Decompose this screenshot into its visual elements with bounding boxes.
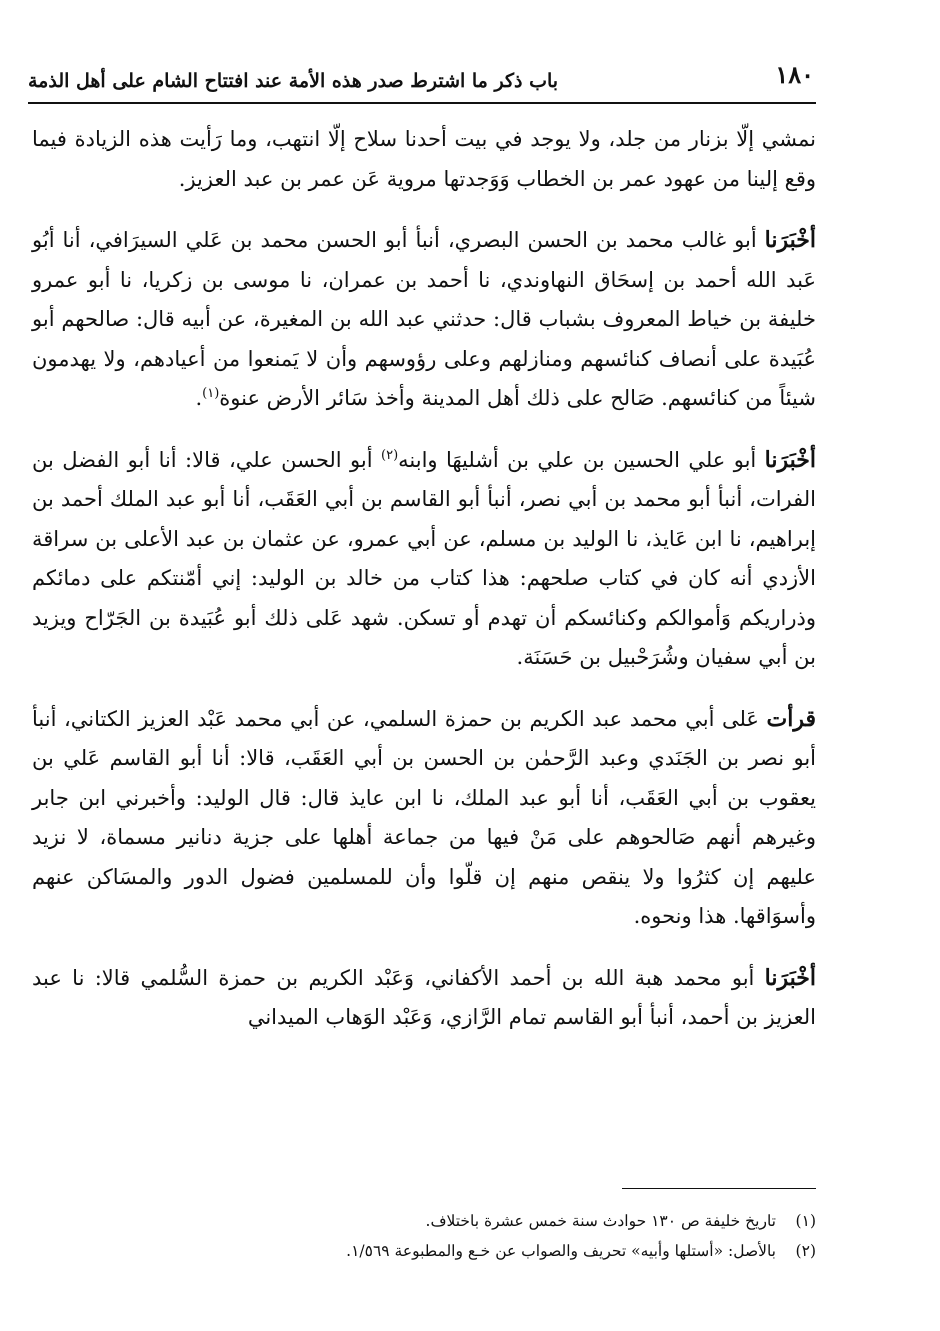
paragraph-1 (32, 120, 816, 199)
page-number: ١٨٠ (775, 60, 814, 89)
paragraph-lead-word: أخْبَرَنا (764, 964, 816, 991)
paragraph-lead-word: أخْبَرَنا (764, 446, 816, 473)
paragraph-lead-word: أخْبَرَنا (764, 227, 816, 253)
paragraph-lead-word: قرأت (766, 705, 816, 732)
paragraph-3 (32, 441, 816, 678)
footnote-number: (٢) (795, 1242, 816, 1260)
paragraph-text: أبو محمد هبة الله بن أحمد الأكفاني، وَعَبْد الكريم بن حمزة السُّلمي قالا: نا عبد العزيز بن أحمد، أنبأ أبو القاسم تمام الرَّازي، وَعَبْد الوَهاب الميداني (32, 965, 816, 1029)
paragraph-tail: . (195, 386, 203, 410)
footnote-text: تاريخ خليفة ص ١٣٠ حوادث سنة خمس عشرة باختلاف. (425, 1212, 776, 1230)
paragraph-text: نمشي إلّا بزنار من جلد، ولا يوجد في بيت أحدنا سلاح إلّا انتهب، وما رَأيت هذه الزيادة فيما وقع إلينا من عهود عمر بن الخطاب وَوَجدتها مروية عَن عمر بن عبد العزيز. (32, 127, 816, 191)
paragraph-text: أبو علي الحسين بن علي بن أشليهَا وابنه (398, 447, 765, 472)
paragraph-tail: أبو الحسن علي، قالا: أنا أبو الفضل بن الفرات، أنبأ أبو محمد بن أبي نصر، أنبأ أبو القاسم بن أبي العَقَب، أنا أبو عبد الملك أحمد بن إبراهيم، نا ابن عَايذ، نا الوليد بن مسلم، عن أبي عمرو، عن عثمان بن عبد الأعلى بن سراقة الأزدي أنه كان في كتاب صلحهم: هذا كتاب من خالد بن الوليد: إني أمّنتكم على دمائكم وذراريكم وَأموالكم وكنائسكم أن تهدم أو تسكن. شهد عَلى ذلك أبو عُبَيدة بن الجَرّاح ويزيد بن أبي سفيان وشُرَحْبيل بن حَسَنَة. (32, 447, 816, 669)
footnote-number: (١) (795, 1212, 816, 1230)
running-title: باب ذكر ما اشترط صدر هذه الأمة عند افتتاح الشام على أهل الذمة (28, 70, 559, 92)
footnote-1 (260, 1206, 816, 1236)
paragraph-text: أبو غالب محمد بن الحسن البصري، أنبأ أبو الحسن محمد بن عَلي السيرَافي، أنا أبُو عَبد الله أحمد بن إسحَاق النهاوندي، نا أحمد بن عمران، نا موسى بن زكريا، نا أبو عمرو خليفة بن خياط المعروف بشباب قال: حدثني عبد الله بن المغيرة، عن أبيه قال: صالحهم أبو عُبَيدة على أنصاف كنائسهم ومنازلهم وعلى رؤوسهم وأن لا يَمنعوا من أعيادهم، ولا يهدمون شيئاً من كنائسهم. صَالح على ذلك أهل المدينة وأخذ سَائر الأرض عنوة (32, 228, 816, 410)
footnote-ref-1: (١) (202, 386, 220, 401)
footnote-ref-2: (٢) (381, 447, 399, 463)
paragraph-5 (32, 959, 816, 1038)
main-text (32, 120, 816, 1060)
page-header (28, 56, 816, 104)
footnote-2 (260, 1236, 816, 1266)
paragraph-text: عَلى أبي محمد عبد الكريم بن حمزة السلمي، عن أبي محمد عَبْد العزيز الكتاني، أنبأ أبو نصر بن الجَنَدي وعبد الرَّحمٰن بن الحسن بن أبي العَقَب، قالا: أنا أبو القاسم عَلي بن يعقوب بن أبي العَقَب، أنا أبو عبد الملك، نا ابن عايذ قال: قال الوليد: وأخبرني ابن جابر وغيرهم أنهم صَالحوهم على مَنْ فيها من جماعة أهلها على جزية دنانير مسماة، لا نزيد عليهم إن كثرُوا ولا ينقص منهم إن قلّوا وأن للمسلمين فضول الدور والمسَاكن عنهم وأسوَاقها. هذا ونحوه. (32, 706, 816, 928)
footnote-separator (622, 1188, 816, 1189)
footnotes (260, 1206, 816, 1266)
paragraph-2 (32, 221, 816, 419)
footnote-text: بالأصل: «أستلها وأبيه» تحريف والصواب عن خـع والمطبوعة ١/٥٦٩. (346, 1242, 776, 1260)
paragraph-4 (32, 700, 816, 937)
